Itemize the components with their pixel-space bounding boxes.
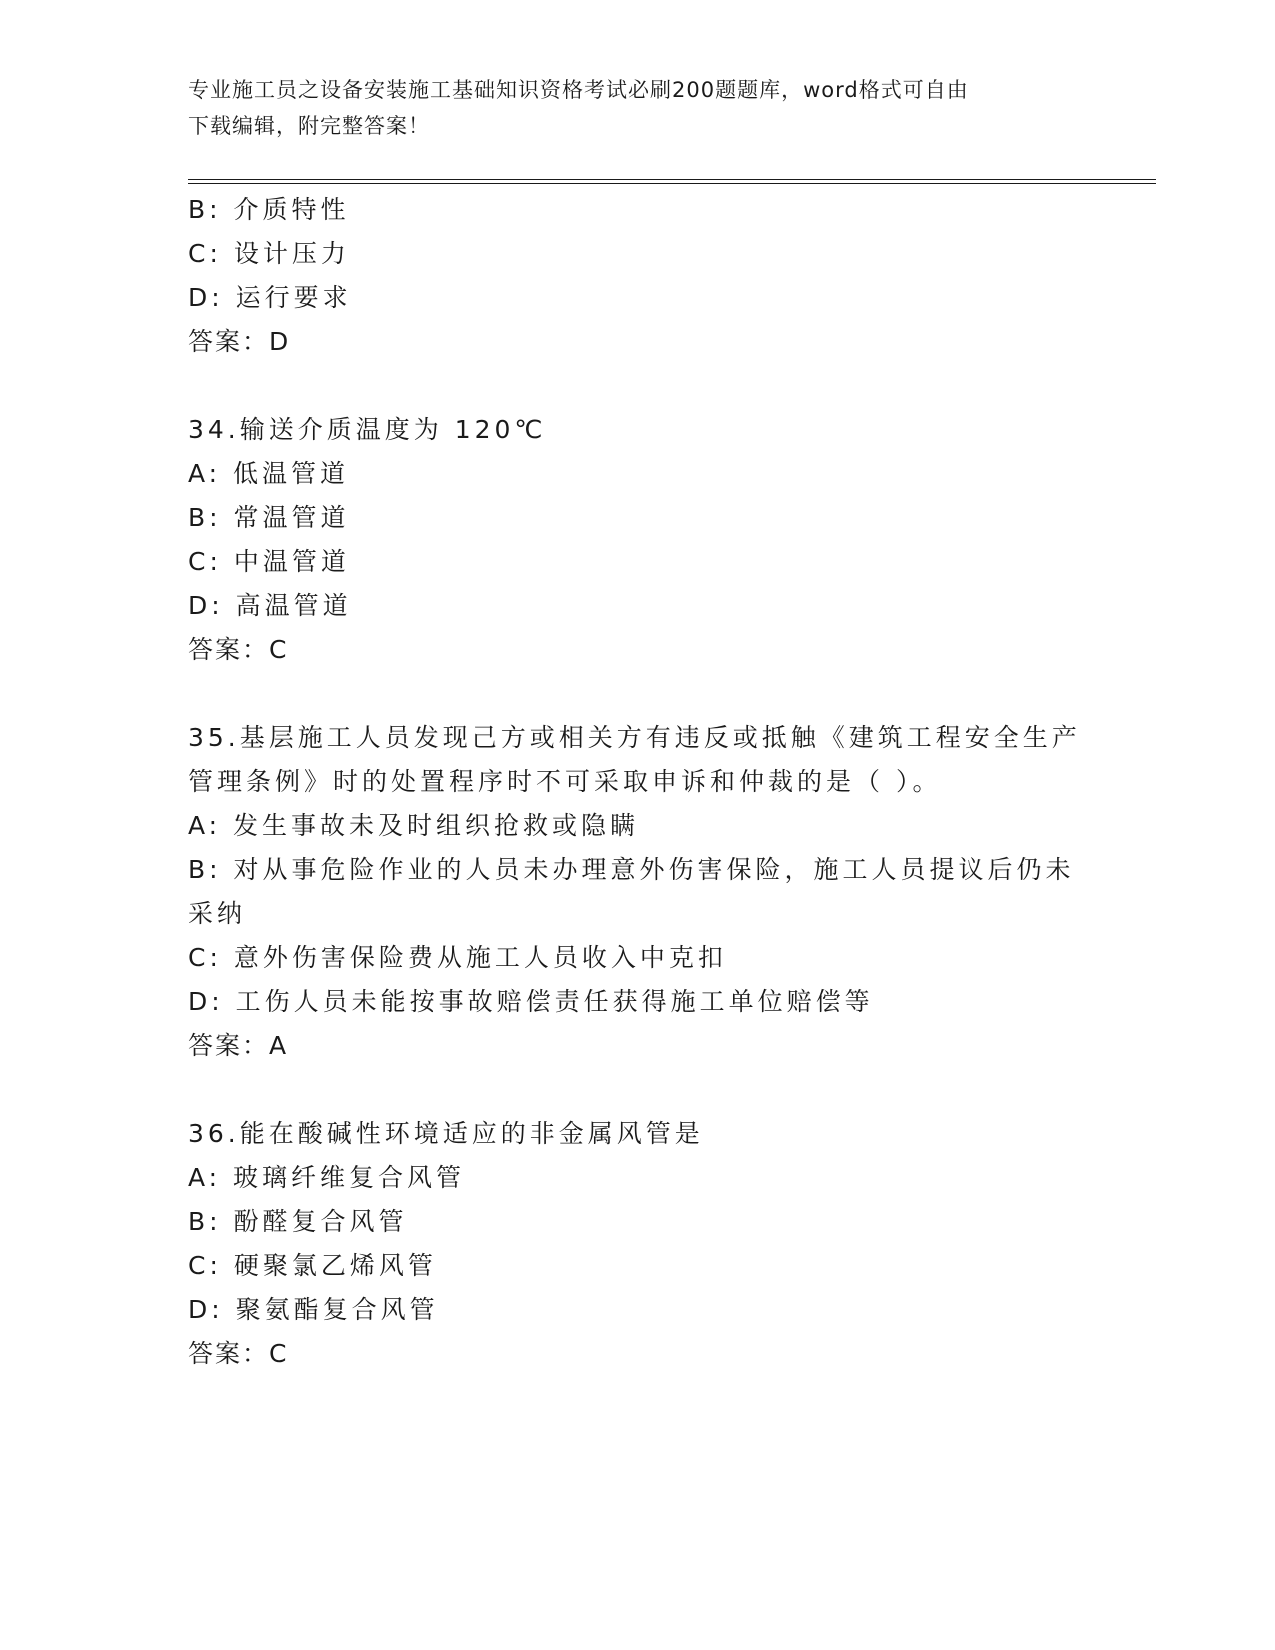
q36-option-c: C: 硬聚氯乙烯风管 [188, 1251, 437, 1280]
q34-stem: 34.输送介质温度为 120℃ [188, 415, 547, 444]
q36-option-b: B: 酚醛复合风管 [188, 1207, 408, 1236]
q36-option-d: D: 聚氨酯复合风管 [188, 1295, 439, 1324]
q34-option-a: A: 低温管道 [188, 459, 350, 488]
q34-option-d: D: 高温管道 [188, 591, 352, 620]
q34-option-c: C: 中温管道 [188, 547, 350, 576]
q35-option-c: C: 意外伤害保险费从施工人员收入中克扣 [188, 943, 727, 972]
q35-option-d: D: 工伤人员未能按事故赔偿责任获得施工单位赔偿等 [188, 987, 874, 1016]
q33-answer: 答案：D [188, 327, 291, 356]
q33-option-d: D: 运行要求 [188, 283, 352, 312]
q34-option-b: B: 常温管道 [188, 503, 350, 532]
q35-option-b-line-1: B: 对从事危险作业的人员未办理意外伤害保险，施工人员提议后仍未 [188, 855, 1075, 884]
header-line-2: 下载编辑，附完整答案！ [188, 114, 430, 138]
q36-stem: 36.能在酸碱性环境适应的非金属风管是 [188, 1119, 704, 1148]
header-rule-bottom [188, 183, 1156, 184]
q35-answer: 答案：A [188, 1031, 289, 1060]
q33-option-c: C: 设计压力 [188, 239, 350, 268]
header-rule-top [188, 179, 1156, 180]
q33-option-b: B: 介质特性 [188, 195, 350, 224]
document-header [188, 72, 1088, 144]
q34-answer: 答案：C [188, 635, 289, 664]
q35-stem-line-1: 35.基层施工人员发现己方或相关方有违反或抵触《建筑工程安全生产 [188, 723, 1081, 752]
header-line-1: 专业施工员之设备安装施工基础知识资格考试必刷200题题库，word格式可自由 [188, 78, 969, 102]
q35-option-b-line-2: 采纳 [188, 899, 247, 928]
q35-option-a: A: 发生事故未及时组织抢救或隐瞒 [188, 811, 640, 840]
q36-option-a: A: 玻璃纤维复合风管 [188, 1163, 466, 1192]
q36-answer: 答案：C [188, 1339, 289, 1368]
q35-stem-line-2: 管理条例》时的处置程序时不可采取申诉和仲裁的是（ ）。 [188, 767, 942, 796]
